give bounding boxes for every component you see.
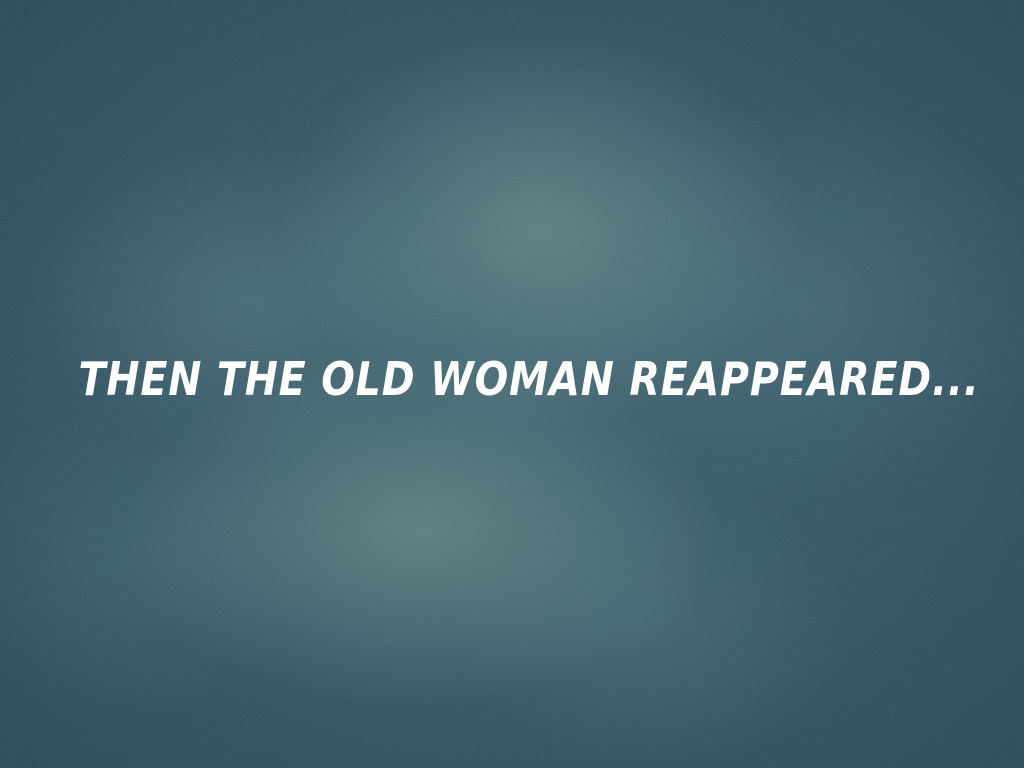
slide-headline: THEN THE OLD WOMAN REAPPEARED... [78, 352, 980, 406]
